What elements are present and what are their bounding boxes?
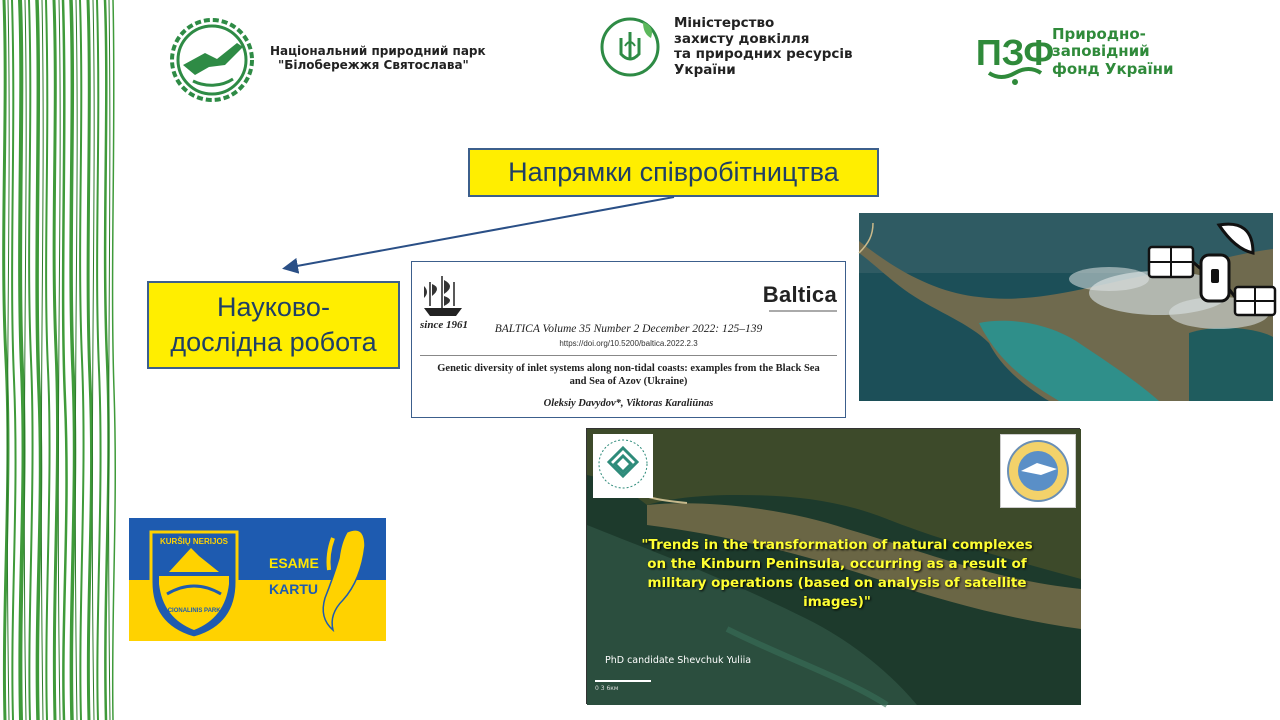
- trends-author: PhD candidate Shevchuk Yuliia: [605, 655, 752, 666]
- baltica-logo: Baltica: [762, 282, 837, 307]
- scale-bar-label: 0 3 6км: [595, 685, 619, 692]
- pzf-name: [1052, 26, 1174, 78]
- kursiu-emblem-bottom: NACIONALINIS PARKAS: [159, 608, 229, 614]
- research-line1: Науково-: [217, 291, 330, 322]
- article-since: since 1961: [420, 319, 468, 331]
- trends-panel: [586, 428, 1080, 704]
- kursiu-emblem: [151, 532, 237, 638]
- decorative-stripes: [0, 0, 118, 720]
- ministry-name: [674, 16, 853, 78]
- trends-quote: "Trends in the transformation of natural complexes on the Kinburn Peninsula, occurring as a result of military operations (based on analysis of satellite images)": [641, 537, 1033, 611]
- kursiu-emblem-top: KURŠIŲ NERIJOS: [159, 537, 229, 546]
- ministry-line3: та природних ресурсів: [674, 46, 853, 63]
- pzf-line3: фонд України: [1052, 59, 1174, 78]
- pzf-line1: Природно-: [1052, 25, 1146, 43]
- cooperation-title: Напрямки співробітництва: [508, 157, 839, 187]
- article-title: Genetic diversity of inlet systems along non-tidal coasts: examples from the Black Sea and Sea of Azov (Ukraine): [437, 363, 820, 388]
- network-logo: [593, 434, 653, 498]
- park-emblem: [1000, 434, 1076, 508]
- kursiu-nerijos-banner: [129, 518, 386, 641]
- article-preview: [411, 261, 846, 418]
- satellite-image: [859, 213, 1273, 401]
- article-authors: Oleksiy Davydov*, Viktoras Karaliūnas: [543, 398, 714, 409]
- ship-icon: [422, 274, 464, 318]
- ministry-line4: України: [674, 61, 736, 78]
- esame-line1: ESAME: [269, 555, 319, 571]
- ministry-line2: захисту довкілля: [674, 30, 810, 47]
- research-box: [147, 281, 400, 369]
- pzf-logo-letters: ПЗФ: [975, 32, 1055, 73]
- pzf-line2: заповідний: [1052, 42, 1150, 61]
- article-doi[interactable]: https://doi.org/10.5200/baltica.2022.2.3: [559, 339, 698, 348]
- article-volume: BALTICA Volume 35 Number 2 December 2022: 125–139: [494, 323, 763, 335]
- park-name-line2: "Білобережжя Святослава": [278, 58, 469, 73]
- esame-line2: KARTU: [269, 581, 318, 597]
- ministry-line1: Міністерство: [674, 15, 775, 31]
- park-logo: [165, 13, 259, 107]
- baltica-underline: [769, 310, 837, 312]
- pzf-logo: [975, 25, 1055, 87]
- ministry-logo: [599, 16, 661, 78]
- research-line2: дослідна робота: [170, 327, 377, 357]
- park-name: [270, 44, 486, 72]
- park-name-line1: Національний природний парк: [270, 44, 486, 58]
- article-divider: [420, 355, 837, 356]
